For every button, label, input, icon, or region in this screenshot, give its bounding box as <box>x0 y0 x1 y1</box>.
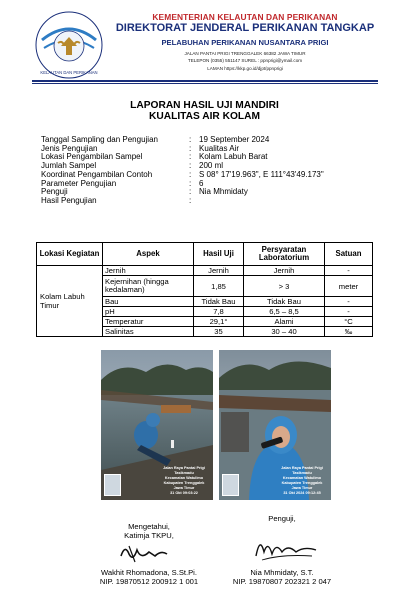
aspek-cell: Temperatur <box>103 317 194 327</box>
info-value: 6 <box>199 178 204 188</box>
info-label: Parameter Pengujian <box>41 178 117 188</box>
header-lokasi: Lokasi Kegiatan <box>37 243 103 266</box>
signature-left-role: Mengetahui, <box>128 522 170 531</box>
signature-right-mark <box>252 534 322 564</box>
info-row: Hasil Pengujian : <box>41 195 192 205</box>
info-row: Jumlah Sampel : 200 ml <box>41 161 224 171</box>
signature-left-name: Wakhit Rhomadona, S.St.Pi. <box>101 568 197 577</box>
hasil-cell: 1,85 <box>194 276 244 297</box>
info-label: Jenis Pengujian <box>41 143 98 153</box>
info-label: Tanggal Sampling dan Pengujian <box>41 135 158 144</box>
report-title: LAPORAN HASIL UJI MANDIRI <box>130 100 279 111</box>
header-satuan: Satuan <box>325 243 373 266</box>
sampling-photo-2 <box>219 350 331 500</box>
info-value: Kolam Labuh Barat <box>199 152 268 162</box>
info-row: Parameter Pengujian : 6 <box>41 178 204 188</box>
hasil-cell: 7,8 <box>194 307 244 317</box>
table-header-row <box>37 243 373 266</box>
photo-location-stamp: Jalan Raya Pantai Prigi Tasikmadu Kecamatan Watulimo Kabupaten Trenggalek Jawa Timur 31 Okt 2024 09:12:45 <box>281 466 323 495</box>
signature-left-mark <box>115 540 175 566</box>
location-map-thumbnail <box>222 474 239 496</box>
info-row: Penguji : Nia Mhmidaty <box>41 187 248 197</box>
signature-right-name: Nia Mhmidaty, S.T. <box>250 568 314 577</box>
satuan-cell: - <box>325 307 373 317</box>
syarat-cell: > 3 <box>244 276 325 297</box>
hasil-cell: Tidak Bau <box>194 297 244 307</box>
info-label: Koordinat Pengambilan Contoh <box>41 169 153 179</box>
header-aspek: Aspek <box>103 243 194 266</box>
satuan-cell: °C <box>325 317 373 327</box>
letterhead-directorate: DIREKTORAT JENDERAL PERIKANAN TANGKAP <box>115 22 375 34</box>
info-row: Koordinat Pengambilan Contoh : S 08° 17'19.963", E 111°43'49.173" <box>41 169 324 179</box>
letterhead-address: JALAN PANTAI PRIGI TRENGGALEK 66382 JAWA TIMUR <box>184 51 306 56</box>
info-label: Hasil Pengujian <box>41 195 97 205</box>
aspek-cell: Bau <box>103 297 194 307</box>
satuan-cell: meter <box>325 276 373 297</box>
photo-location-stamp: Jalan Raya Pantai Prigi Tasikmadu Kecamatan Watulimo Kabupaten Trenggalek Jawa Timur 31 Okt 09:03:22 <box>163 466 205 495</box>
header-persyaratan: Persyaratan Laboratorium <box>244 243 325 266</box>
ministry-logo <box>34 10 104 80</box>
signature-left-nip: NIP. 19870512 200912 1 001 <box>99 577 199 586</box>
aspek-cell: Jernih <box>103 266 194 276</box>
info-value: 19 September 2024 <box>199 135 270 144</box>
info-label: Penguji <box>41 187 68 197</box>
signature-right-role: Penguji, <box>268 514 296 523</box>
signature-left-title: Katimja TKPU, <box>124 531 174 540</box>
signature-right-nip: NIP. 19870807 202321 2 047 <box>232 577 332 586</box>
aspek-cell: pH <box>103 307 194 317</box>
letterhead-port: PELABUHAN PERIKANAN NUSANTARA PRIGI <box>161 38 329 47</box>
aspek-cell: Kejernihan (hingga kedalaman) <box>103 276 194 297</box>
syarat-cell: Jernih <box>244 266 325 276</box>
results-table <box>36 242 373 337</box>
aspek-cell: Salinitas <box>103 327 194 337</box>
info-value: 200 ml <box>199 161 224 171</box>
satuan-cell: - <box>325 266 373 276</box>
syarat-cell: 30 – 40 <box>244 327 325 337</box>
report-subtitle: KUALITAS AIR KOLAM <box>149 111 260 122</box>
hasil-cell: Jernih <box>194 266 244 276</box>
info-row: Tanggal Sampling dan Pengujian : 19 September 2024 <box>41 135 270 144</box>
info-label: Jumlah Sampel <box>41 161 97 171</box>
syarat-cell: Alami <box>244 317 325 327</box>
sampling-photo-1 <box>101 350 213 500</box>
satuan-cell: ‰ <box>325 327 373 337</box>
info-value: Nia Mhmidaty <box>199 187 248 197</box>
info-label: Lokasi Pengambilan Sampel <box>41 152 143 162</box>
report-info <box>41 136 324 206</box>
info-value: Kualitas Air <box>199 143 240 153</box>
table-row <box>37 266 373 276</box>
letterhead-ministry: KEMENTERIAN KELAUTAN DAN PERIKANAN <box>152 12 338 22</box>
location-map-thumbnail <box>104 474 121 496</box>
location-cell: Kolam Labuh Timur <box>37 266 103 337</box>
satuan-cell: - <box>325 297 373 307</box>
info-value: S 08° 17'19.963", E 111°43'49.173" <box>199 169 324 179</box>
syarat-cell: Tidak Bau <box>244 297 325 307</box>
hasil-cell: 35 <box>194 327 244 337</box>
letterhead-divider <box>32 80 378 82</box>
syarat-cell: 6,5 – 8,5 <box>244 307 325 317</box>
info-row: Jenis Pengujian : Kualitas Air <box>41 143 240 153</box>
svg-text:KELAUTAN DAN PERIKANAN: KELAUTAN DAN PERIKANAN <box>40 70 98 75</box>
letterhead-website[interactable]: LAMAN https://kkp.go.id/djpt/ppnprigi <box>207 66 283 71</box>
header-hasil: Hasil Uji <box>194 243 244 266</box>
hasil-cell: 29,1° <box>194 317 244 327</box>
letterhead-contact: TELEPON (0355) 551147 SUREL : ppnprigi@ymail.com <box>187 58 303 63</box>
info-row: Lokasi Pengambilan Sampel : Kolam Labuh Barat <box>41 152 268 162</box>
letterhead-divider-thin <box>32 83 378 84</box>
